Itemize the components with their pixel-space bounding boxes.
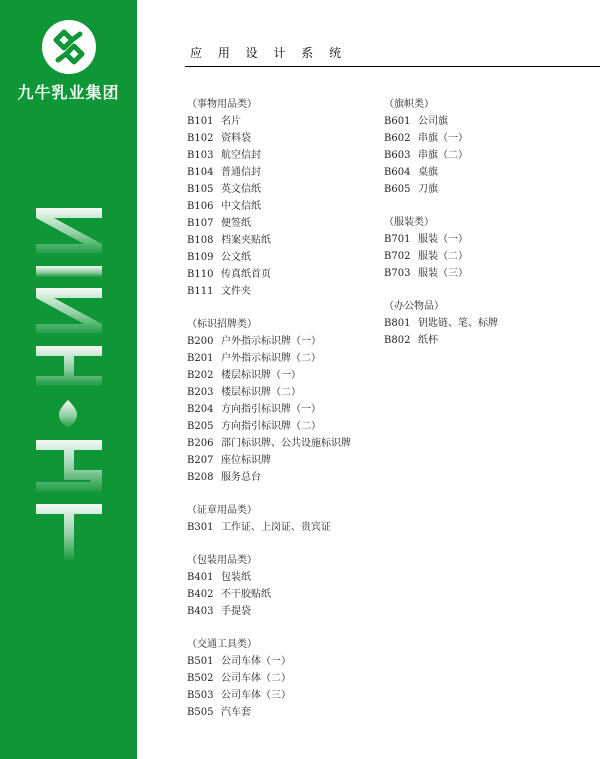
list-item: B200 户外指示标识牌（一） [187, 336, 321, 347]
section [384, 214, 498, 282]
list-item: B111 文件夹 [187, 286, 251, 297]
list-item: B403 手提袋 [187, 606, 251, 617]
list-item: B105 英文信纸 [187, 184, 261, 195]
list-item: B107 便签纸 [187, 218, 251, 229]
section-title: （包装用品类） [187, 555, 257, 566]
section [187, 316, 351, 486]
section [187, 552, 351, 620]
section [187, 502, 351, 536]
list-item: B503 公司车体（三） [187, 690, 291, 701]
section-title: （办公物品） [384, 301, 444, 312]
page-title: 应 用 设 计 系 统 [190, 46, 348, 60]
list-item: B402 不干胶贴纸 [187, 589, 271, 600]
list-item: B603 串旗（二） [384, 150, 468, 161]
list-item: B202 楼层标识牌（一） [187, 370, 301, 381]
left-column [187, 96, 351, 737]
nine-cow-logo-icon [42, 20, 96, 74]
list-item: B208 服务总台 [187, 472, 261, 483]
list-item: B701 服装（一） [384, 234, 468, 245]
section-title: （交通工具类） [187, 639, 257, 650]
section-title: （服装类） [384, 217, 434, 228]
list-item: B602 串旗（一） [384, 133, 468, 144]
list-item: B101 名片 [187, 116, 241, 127]
section [187, 636, 351, 721]
list-item: B505 汽车套 [187, 707, 251, 718]
list-item: B108 档案夹贴纸 [187, 235, 271, 246]
list-item: B201 户外指示标识牌（二） [187, 353, 321, 364]
list-item: B601 公司旗 [384, 116, 448, 127]
list-item: B207 座位标识牌 [187, 455, 271, 466]
list-item: B104 普通信封 [187, 167, 261, 178]
list-item: B802 纸杯 [384, 335, 438, 346]
section-title: （旗帜类） [384, 99, 434, 110]
list-item: B205 方向指引标识牌（二） [187, 421, 321, 432]
list-item: B206 部门标识牌、公共设施标识牌 [187, 438, 351, 449]
list-item: B102 资料袋 [187, 133, 251, 144]
list-item: B604 桌旗 [384, 167, 438, 178]
section [187, 96, 351, 300]
list-item: B110 传真纸首页 [187, 269, 271, 280]
list-item: B103 航空信封 [187, 150, 261, 161]
brand-sidebar [0, 0, 137, 759]
wordmark [30, 200, 110, 584]
title-divider [185, 66, 600, 67]
section-title: （证章用品类） [187, 505, 257, 516]
list-item: B703 服装（三） [384, 268, 468, 279]
list-item: B501 公司车体（一） [187, 656, 291, 667]
section [384, 96, 498, 198]
list-item: B106 中文信纸 [187, 201, 261, 212]
list-item: B801 钥匙链、笔、标牌 [384, 318, 498, 329]
list-item: B502 公司车体（二） [187, 673, 291, 684]
section-title: （事物用品类） [187, 99, 257, 110]
list-item: B401 包装纸 [187, 572, 251, 583]
list-item: B204 方向指引标识牌（一） [187, 404, 321, 415]
section [384, 298, 498, 349]
list-item: B109 公文纸 [187, 252, 251, 263]
right-column [384, 96, 498, 365]
list-item: B702 服装（二） [384, 251, 468, 262]
list-item: B203 楼层标识牌（二） [187, 387, 301, 398]
list-item: B301 工作证、上岗证、贵宾证 [187, 522, 331, 533]
list-item: B605 刀旗 [384, 184, 438, 195]
section-title: （标识招牌类） [187, 319, 257, 330]
brand-name: 九牛乳业集团 [17, 83, 120, 102]
